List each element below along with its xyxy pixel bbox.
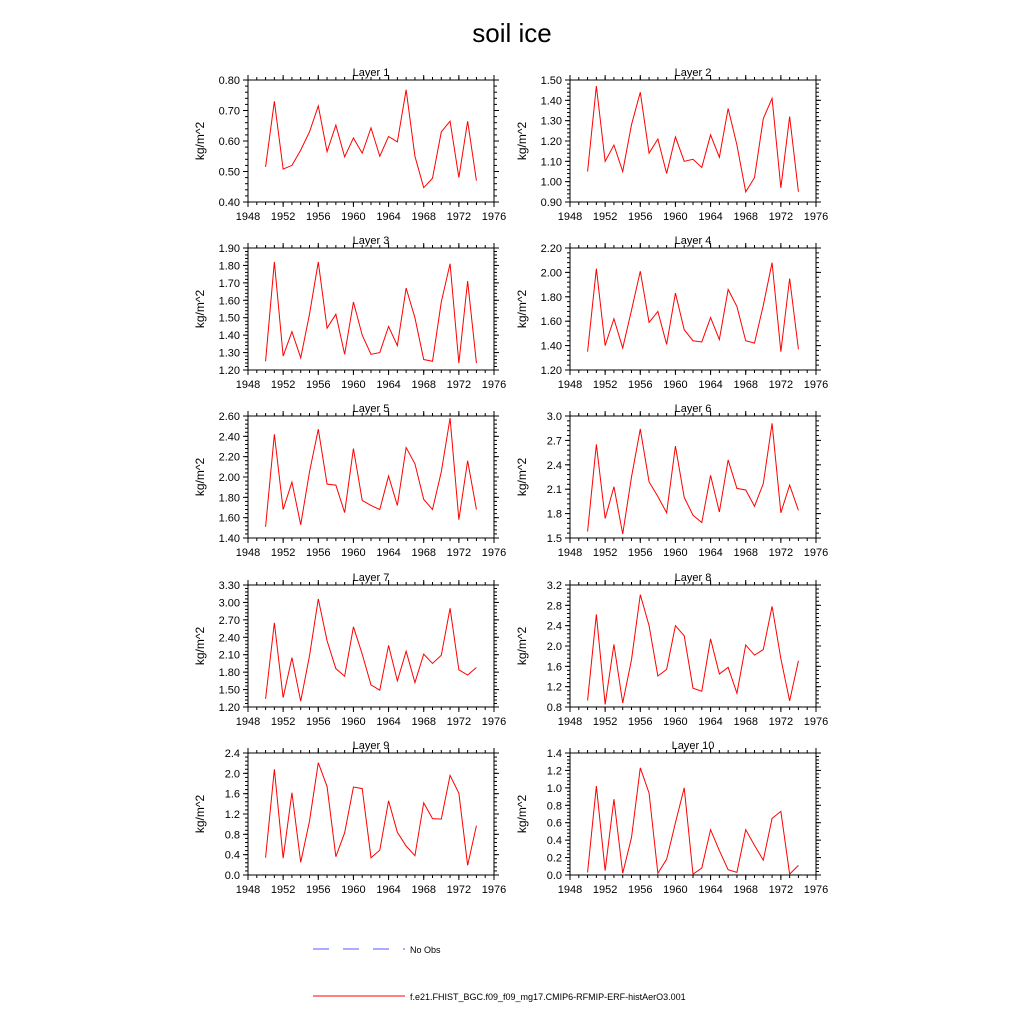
panel-layer-2 (515, 67, 828, 223)
y-tick-label: 1.80 (540, 291, 562, 304)
x-tick-label: 1968 (733, 379, 758, 391)
y-tick-label: 2.00 (540, 267, 562, 280)
model-legend-label: f.e21.FHIST_BGC.f09_f09_mg17.CMIP6-RFMIP-ERF-histAerO3.001 (410, 992, 686, 1002)
x-tick-label: 1956 (628, 716, 653, 728)
x-tick-label: 1960 (341, 716, 366, 728)
x-tick-label: 1952 (592, 884, 618, 896)
y-tick-label: 1.00 (540, 176, 562, 189)
y-tick-label: 1.40 (540, 95, 562, 108)
y-tick-label: 1.40 (218, 533, 240, 545)
x-tick-label: 1952 (270, 884, 296, 896)
x-tick-label: 1952 (270, 211, 296, 223)
x-tick-label: 1976 (481, 211, 507, 223)
y-tick-label: 1.40 (540, 340, 562, 353)
panel-title: Layer 9 (352, 740, 390, 752)
series-line (588, 768, 799, 874)
series-line (266, 262, 477, 363)
x-tick-label: 1956 (306, 547, 331, 559)
x-tick-label: 1952 (592, 547, 618, 559)
y-tick-label: 1.60 (540, 316, 562, 329)
y-axis-label: kg/m^2 (193, 626, 207, 666)
x-tick-label: 1964 (698, 716, 723, 728)
y-axis-label: kg/m^2 (193, 121, 207, 161)
series-line (266, 763, 477, 866)
panel-title: Layer 7 (352, 572, 390, 584)
y-axis-label: kg/m^2 (515, 626, 529, 666)
x-tick-label: 1948 (557, 884, 583, 896)
x-tick-label: 1948 (557, 547, 583, 559)
panel-title: Layer 6 (674, 403, 712, 415)
y-tick-label: 3.2 (546, 580, 562, 592)
y-tick-label: 2.20 (218, 451, 240, 464)
x-tick-label: 1972 (446, 211, 472, 223)
y-tick-label: 0.4 (546, 835, 562, 848)
y-tick-label: 2.8 (546, 600, 562, 613)
x-tick-label: 1968 (733, 716, 758, 728)
y-tick-label: 1.50 (540, 75, 562, 87)
y-tick-label: 0.4 (224, 849, 240, 862)
x-tick-label: 1968 (733, 884, 758, 896)
x-tick-label: 1972 (446, 716, 472, 728)
x-tick-label: 1972 (446, 379, 472, 391)
y-tick-label: 2.70 (218, 614, 240, 627)
y-tick-label: 2.4 (546, 620, 562, 633)
x-tick-label: 1948 (557, 379, 583, 391)
x-tick-label: 1960 (663, 547, 688, 559)
x-tick-label: 1956 (628, 211, 653, 223)
y-tick-label: 2.00 (218, 472, 240, 484)
x-tick-label: 1960 (663, 884, 688, 896)
panel-layer-9 (193, 740, 506, 896)
y-tick-label: 0.8 (546, 800, 562, 813)
y-tick-label: 3.0 (546, 411, 562, 423)
x-tick-label: 1968 (411, 211, 436, 223)
y-tick-label: 1.6 (546, 661, 562, 674)
y-axis-label: kg/m^2 (515, 289, 529, 329)
y-tick-label: 1.2 (546, 681, 562, 694)
y-tick-label: 2.1 (546, 484, 562, 497)
x-tick-label: 1964 (376, 211, 401, 223)
x-tick-label: 1956 (306, 884, 331, 896)
x-tick-label: 1952 (592, 716, 618, 728)
x-tick-label: 1956 (306, 379, 331, 391)
x-tick-label: 1964 (698, 547, 723, 559)
panel-title: Layer 5 (352, 403, 390, 415)
y-tick-label: 2.40 (218, 431, 240, 444)
y-tick-label: 0.8 (546, 702, 562, 714)
y-tick-label: 2.40 (218, 632, 240, 645)
y-tick-label: 1.60 (218, 295, 240, 308)
series-line (588, 595, 799, 705)
y-axis-label: kg/m^2 (515, 457, 529, 497)
x-tick-label: 1948 (235, 884, 261, 896)
x-tick-label: 1964 (698, 211, 723, 223)
x-tick-label: 1976 (481, 547, 507, 559)
x-tick-label: 1952 (592, 379, 618, 391)
x-tick-label: 1960 (663, 379, 688, 391)
y-tick-label: 2.10 (218, 649, 240, 662)
y-tick-label: 2.20 (540, 243, 562, 255)
panel-layer-5 (193, 403, 506, 559)
x-tick-label: 1964 (376, 884, 401, 896)
panel-title: Layer 2 (674, 67, 712, 79)
x-tick-label: 1976 (803, 716, 829, 728)
x-tick-label: 1976 (803, 211, 829, 223)
y-tick-label: 1.4 (546, 748, 562, 760)
x-tick-label: 1960 (341, 547, 366, 559)
plot-frame (570, 80, 816, 202)
y-tick-label: 1.5 (546, 533, 562, 545)
y-tick-label: 3.00 (218, 597, 240, 610)
plot-frame (248, 80, 494, 202)
y-tick-label: 1.50 (218, 312, 240, 325)
y-tick-label: 1.90 (218, 243, 240, 255)
panel-title: Layer 8 (674, 572, 712, 584)
x-tick-label: 1972 (446, 884, 472, 896)
y-tick-label: 2.0 (224, 768, 240, 781)
panel-title: Layer 1 (352, 67, 390, 79)
y-tick-label: 1.50 (218, 684, 240, 697)
y-tick-label: 2.4 (546, 459, 562, 472)
y-tick-label: 1.20 (218, 702, 240, 714)
x-tick-label: 1952 (592, 211, 618, 223)
y-axis-label: kg/m^2 (193, 289, 207, 329)
figure-title: soil ice (472, 18, 552, 48)
y-tick-label: 1.80 (218, 260, 240, 273)
x-tick-label: 1952 (270, 716, 296, 728)
panel-title: Layer 3 (352, 235, 390, 247)
y-axis-label: kg/m^2 (193, 457, 207, 497)
x-tick-label: 1960 (341, 211, 366, 223)
panel-layer-10 (515, 740, 828, 896)
series-line (266, 599, 477, 701)
x-tick-label: 1952 (270, 379, 296, 391)
panel-title: Layer 10 (671, 740, 715, 752)
y-tick-label: 1.20 (540, 365, 562, 377)
y-tick-label: 0.70 (218, 105, 240, 118)
y-tick-label: 0.50 (218, 166, 240, 179)
x-tick-label: 1972 (768, 547, 794, 559)
panel-layer-3 (193, 235, 506, 391)
x-tick-label: 1964 (376, 547, 401, 559)
y-tick-label: 2.4 (224, 748, 240, 760)
x-tick-label: 1960 (341, 379, 366, 391)
x-tick-label: 1976 (481, 884, 507, 896)
y-tick-label: 2.0 (546, 641, 562, 653)
y-tick-label: 0.90 (540, 197, 562, 209)
x-tick-label: 1956 (628, 379, 653, 391)
y-tick-label: 0.40 (218, 197, 240, 209)
panel-layer-6 (515, 403, 828, 559)
y-axis-label: kg/m^2 (515, 794, 529, 834)
y-tick-label: 3.30 (218, 580, 240, 592)
x-tick-label: 1956 (306, 716, 331, 728)
y-tick-label: 1.20 (540, 136, 562, 148)
y-axis-label: kg/m^2 (193, 794, 207, 834)
x-tick-label: 1976 (481, 379, 507, 391)
x-tick-label: 1960 (663, 716, 688, 728)
x-tick-label: 1956 (628, 884, 653, 896)
x-tick-label: 1956 (306, 211, 331, 223)
panel-title: Layer 4 (674, 235, 712, 247)
x-tick-label: 1960 (341, 884, 366, 896)
x-tick-label: 1960 (663, 211, 688, 223)
x-tick-label: 1956 (628, 547, 653, 559)
x-tick-label: 1948 (557, 211, 583, 223)
series-line (588, 263, 799, 352)
plot-frame (570, 416, 816, 538)
y-tick-label: 0.0 (546, 870, 562, 882)
series-line (588, 86, 799, 192)
x-tick-label: 1972 (446, 547, 472, 559)
x-tick-label: 1948 (557, 716, 583, 728)
series-line (266, 90, 477, 188)
x-tick-label: 1968 (411, 716, 436, 728)
x-tick-label: 1968 (733, 211, 758, 223)
x-tick-label: 1976 (803, 547, 829, 559)
x-tick-label: 1948 (235, 379, 261, 391)
y-tick-label: 1.70 (218, 277, 240, 290)
y-tick-label: 0.6 (546, 817, 562, 830)
y-tick-label: 0.80 (218, 75, 240, 87)
series-line (266, 418, 477, 527)
y-tick-label: 0.2 (546, 852, 562, 865)
x-tick-label: 1976 (481, 716, 507, 728)
y-tick-label: 0.0 (224, 870, 240, 882)
plot-frame (248, 416, 494, 538)
panel-layer-4 (515, 235, 828, 391)
y-tick-label: 0.60 (218, 136, 240, 148)
x-tick-label: 1972 (768, 716, 794, 728)
legend (313, 945, 686, 1002)
x-tick-label: 1972 (768, 379, 794, 391)
x-tick-label: 1972 (768, 211, 794, 223)
y-tick-label: 1.8 (546, 508, 562, 521)
y-tick-label: 2.60 (218, 411, 240, 423)
x-tick-label: 1968 (733, 547, 758, 559)
y-tick-label: 1.40 (218, 330, 240, 343)
x-tick-label: 1968 (411, 884, 436, 896)
x-tick-label: 1976 (803, 379, 829, 391)
panel-layer-1 (193, 67, 506, 223)
y-axis-label: kg/m^2 (515, 121, 529, 161)
series-line (588, 423, 799, 534)
y-tick-label: 0.8 (224, 829, 240, 842)
x-tick-label: 1964 (376, 379, 401, 391)
x-tick-label: 1964 (698, 884, 723, 896)
y-tick-label: 1.60 (218, 512, 240, 525)
x-tick-label: 1948 (235, 716, 261, 728)
y-tick-label: 1.80 (218, 667, 240, 680)
x-tick-label: 1968 (411, 379, 436, 391)
y-tick-label: 1.2 (224, 809, 240, 821)
y-tick-label: 1.80 (218, 492, 240, 505)
x-tick-label: 1972 (768, 884, 794, 896)
plot-frame (570, 248, 816, 370)
x-tick-label: 1964 (698, 379, 723, 391)
x-tick-label: 1964 (376, 716, 401, 728)
y-tick-label: 1.6 (224, 788, 240, 801)
x-tick-label: 1948 (235, 547, 261, 559)
panels (193, 67, 828, 896)
y-tick-label: 1.30 (540, 115, 562, 128)
x-tick-label: 1976 (803, 884, 829, 896)
x-tick-label: 1968 (411, 547, 436, 559)
y-tick-label: 1.0 (546, 782, 562, 795)
y-tick-label: 1.10 (540, 156, 562, 169)
y-tick-label: 2.7 (546, 435, 562, 448)
y-tick-label: 1.2 (546, 765, 562, 778)
x-tick-label: 1952 (270, 547, 296, 559)
obs-legend-label: No Obs (410, 945, 441, 955)
y-tick-label: 1.30 (218, 347, 240, 360)
y-tick-label: 1.20 (218, 365, 240, 377)
x-tick-label: 1948 (235, 211, 261, 223)
panel-layer-8 (515, 572, 828, 728)
panel-layer-7 (193, 572, 506, 728)
